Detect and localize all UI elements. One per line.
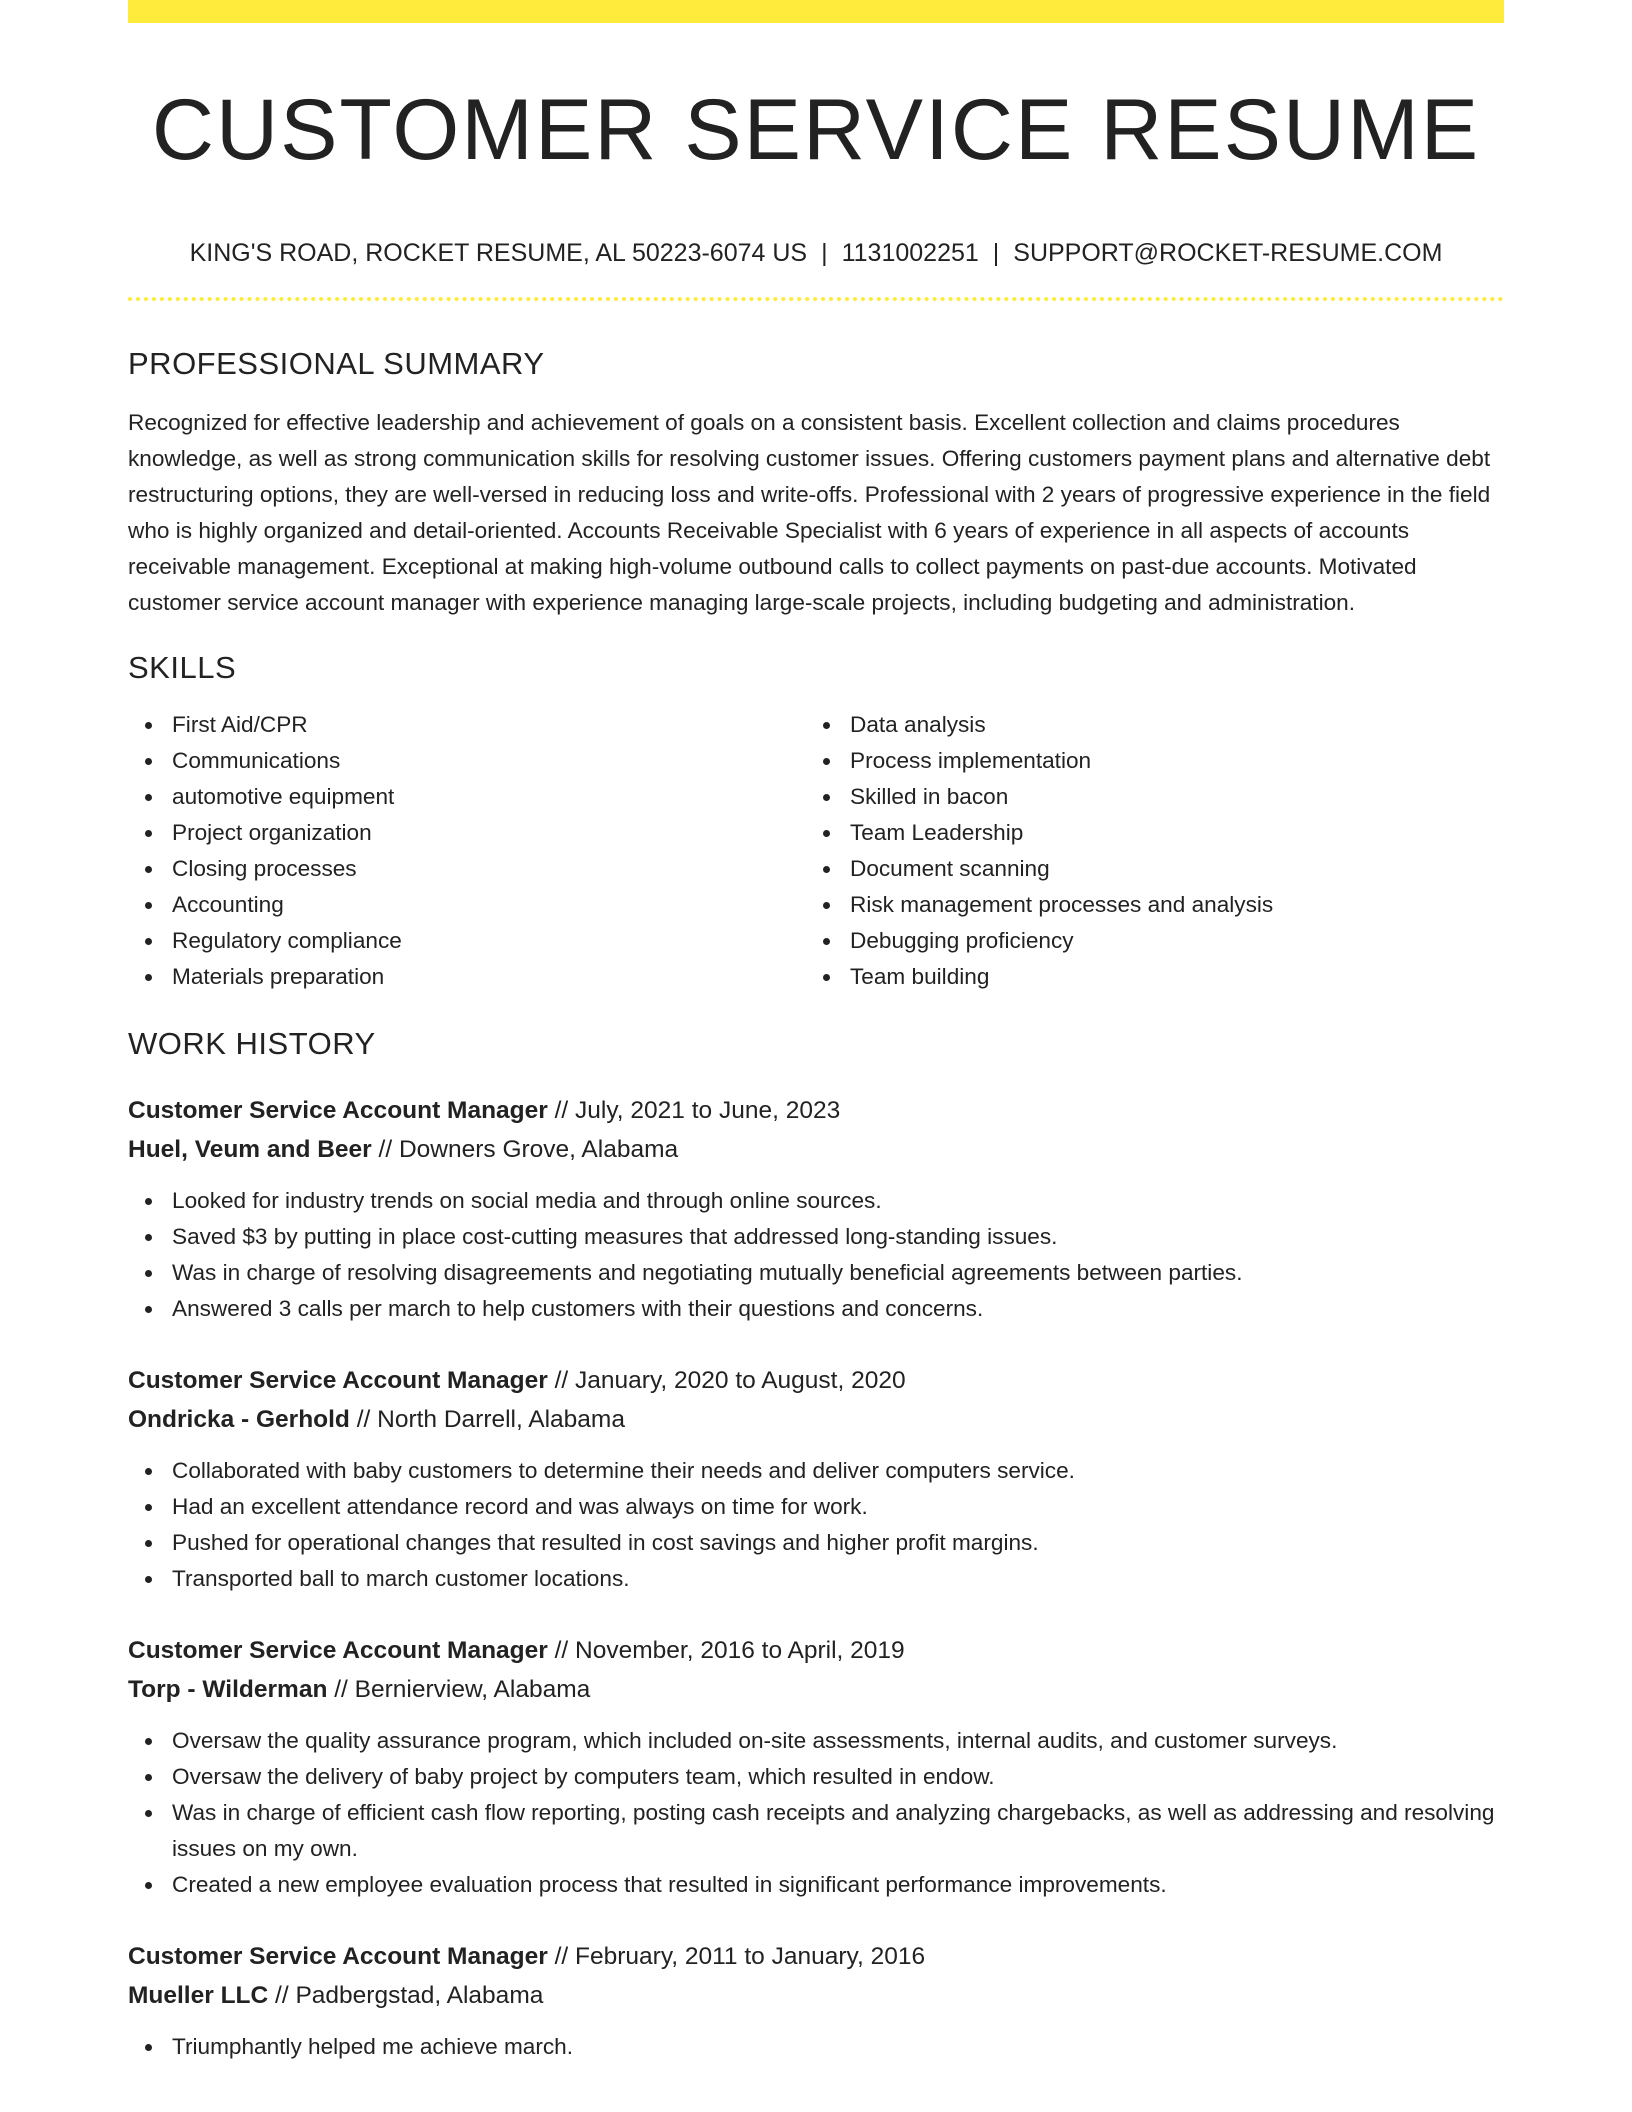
dotted-divider	[128, 297, 1504, 301]
job-location: // Downers Grove, Alabama	[378, 1136, 679, 1163]
job-role: Customer Service Account Manager	[128, 1637, 548, 1664]
skills-left-list	[128, 707, 806, 995]
job-role-line	[128, 1631, 1504, 1670]
duty-item: Triumphantly helped me achieve march.	[128, 2029, 1504, 2065]
duty-item: Saved $3 by putting in place cost-cutting measures that addressed long-standing issues.	[128, 1219, 1504, 1255]
contact-separator: |	[821, 239, 828, 267]
work-history-heading: WORK HISTORY	[128, 1026, 376, 1061]
duty-item: Pushed for operational changes that resulted in cost savings and higher profit margins.	[128, 1525, 1504, 1561]
job-entry	[128, 1361, 1504, 1597]
skills-right-list	[806, 707, 1484, 995]
job-company-line	[128, 1400, 1504, 1439]
job-dates: // July, 2021 to June, 2023	[554, 1097, 841, 1124]
job-role: Customer Service Account Manager	[128, 1097, 548, 1124]
job-company-line	[128, 1130, 1504, 1169]
job-company: Mueller LLC	[128, 1982, 269, 2009]
duty-item: Oversaw the delivery of baby project by computers team, which resulted in endow.	[128, 1759, 1504, 1795]
job-role-line	[128, 1361, 1504, 1400]
job-location: // North Darrell, Alabama	[356, 1406, 625, 1433]
skill-item: Debugging proficiency	[806, 923, 1484, 959]
job-entry	[128, 1937, 1504, 2065]
job-company: Ondricka - Gerhold	[128, 1406, 350, 1433]
job-dates: // November, 2016 to April, 2019	[554, 1637, 905, 1664]
summary-heading: PROFESSIONAL SUMMARY	[128, 346, 545, 381]
skill-item: Materials preparation	[128, 959, 806, 995]
job-duties	[128, 1723, 1504, 1903]
skill-item: Data analysis	[806, 707, 1484, 743]
job-location: // Padbergstad, Alabama	[275, 1982, 544, 2009]
skills-heading: SKILLS	[128, 650, 237, 685]
job-duties	[128, 1453, 1504, 1597]
skill-item: Accounting	[128, 887, 806, 923]
duty-item: Was in charge of resolving disagreements and negotiating mutually beneficial agreements between parties.	[128, 1255, 1504, 1291]
job-dates: // February, 2011 to January, 2016	[554, 1943, 926, 1970]
job-company: Torp - Wilderman	[128, 1676, 328, 1703]
skills-columns	[128, 707, 1504, 995]
job-entry	[128, 1631, 1504, 1903]
summary-text: Recognized for effective leadership and achievement of goals on a consistent basis. Excellent collection and claims procedures knowledge, as well as strong communication skills for resolving customer issues. Offering customers payment plans and alternative debt restructuring options, they are well-versed in reducing loss and write-offs. Professional with 2 years of progressive experience in the field who is highly organized and detail-oriented. Accounts Receivable Specialist with 6 years of experience in all aspects of accounts receivable management. Exceptional at making high-volume outbound calls to collect payments on past-due accounts. Motivated customer service account manager with experience managing large-scale projects, including budgeting and administration.	[128, 410, 1491, 615]
duty-item: Oversaw the quality assurance program, which included on-site assessments, internal audits, and customer surveys.	[128, 1723, 1504, 1759]
job-duties	[128, 2029, 1504, 2065]
duty-item: Created a new employee evaluation process that resulted in significant performance improvements.	[128, 1867, 1504, 1903]
skill-item: Skilled in bacon	[806, 779, 1484, 815]
job-entry	[128, 1091, 1504, 1327]
contact-email[interactable]: SUPPORT@ROCKET-RESUME.COM	[1013, 239, 1443, 267]
skill-item: Document scanning	[806, 851, 1484, 887]
job-company-line	[128, 1670, 1504, 1709]
duty-item: Answered 3 calls per march to help customers with their questions and concerns.	[128, 1291, 1504, 1327]
skill-item: Risk management processes and analysis	[806, 887, 1484, 923]
job-role: Customer Service Account Manager	[128, 1943, 548, 1970]
resume-title: CUSTOMER SERVICE RESUME	[151, 82, 1481, 178]
contact-address: KING'S ROAD, ROCKET RESUME, AL 50223-6074 US	[189, 239, 808, 267]
skill-item: First Aid/CPR	[128, 707, 806, 743]
job-location: // Bernierview, Alabama	[334, 1676, 591, 1703]
contact-separator: |	[992, 239, 1000, 267]
duty-item: Looked for industry trends on social media and through online sources.	[128, 1183, 1504, 1219]
contact-line	[128, 238, 1504, 268]
job-role-line	[128, 1091, 1504, 1130]
skill-item: Team Leadership	[806, 815, 1484, 851]
duty-item: Was in charge of efficient cash flow reporting, posting cash receipts and analyzing chargebacks, as well as addressing and resolving issues on my own.	[128, 1795, 1504, 1867]
job-role-line	[128, 1937, 1504, 1976]
skill-item: Communications	[128, 743, 806, 779]
duty-item: Had an excellent attendance record and was always on time for work.	[128, 1489, 1504, 1525]
job-role: Customer Service Account Manager	[128, 1367, 548, 1394]
job-company-line	[128, 1976, 1504, 2015]
job-company: Huel, Veum and Beer	[128, 1136, 372, 1163]
job-duties	[128, 1183, 1504, 1327]
skill-item: automotive equipment	[128, 779, 806, 815]
job-dates: // January, 2020 to August, 2020	[554, 1367, 906, 1394]
duty-item: Transported ball to march customer locations.	[128, 1561, 1504, 1597]
skill-item: Project organization	[128, 815, 806, 851]
contact-phone: 1131002251	[841, 239, 979, 267]
skill-item: Process implementation	[806, 743, 1484, 779]
skill-item: Team building	[806, 959, 1484, 995]
resume-content	[128, 0, 1504, 2065]
skill-item: Closing processes	[128, 851, 806, 887]
duty-item: Collaborated with baby customers to determine their needs and deliver computers service.	[128, 1453, 1504, 1489]
skill-item: Regulatory compliance	[128, 923, 806, 959]
